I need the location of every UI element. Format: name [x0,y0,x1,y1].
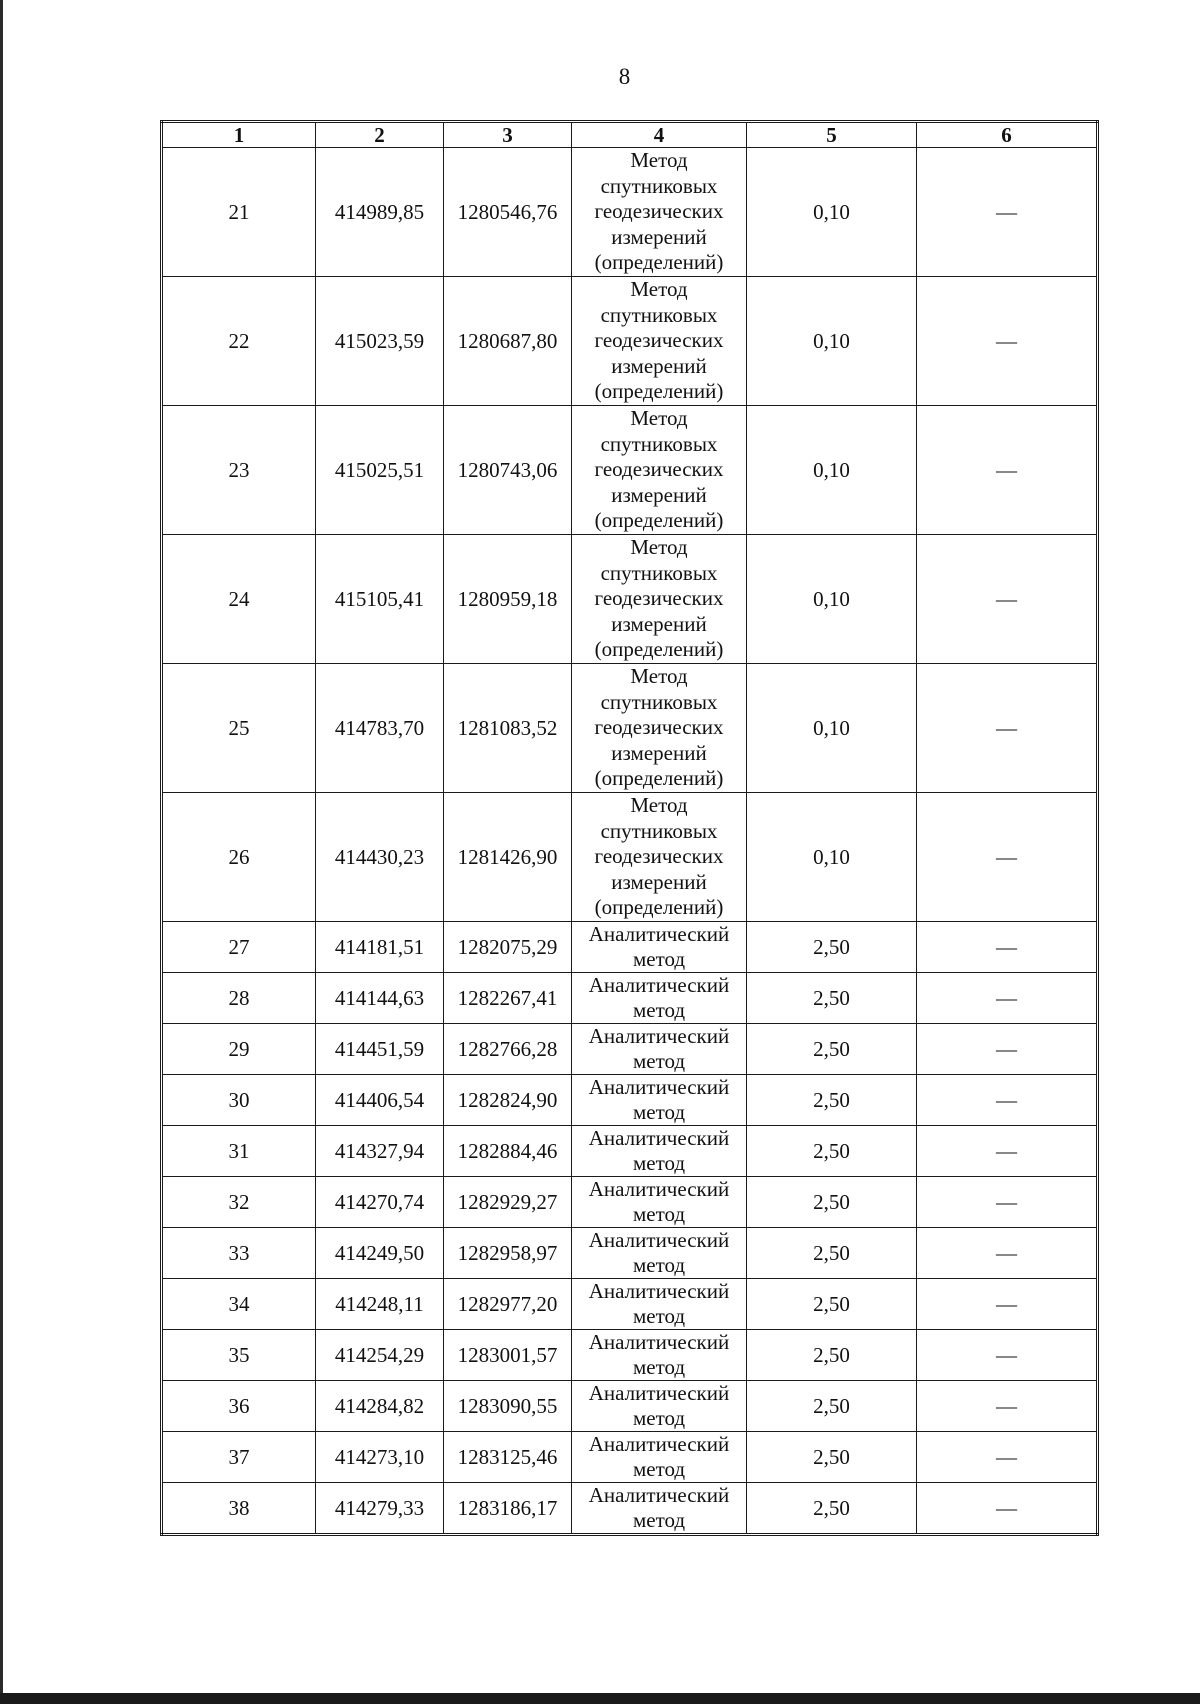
method-cell: Аналитический метод [572,1330,747,1381]
scan-edge-bottom [0,1693,1200,1704]
point-number: 31 [162,1126,316,1177]
table-body [162,148,1098,1535]
method-cell: Аналитический метод [572,922,747,973]
accuracy-cell: 2,50 [747,1024,917,1075]
coord-x: 415105,41 [316,535,444,664]
coord-x: 414989,85 [316,148,444,277]
note-cell: — [917,406,1098,535]
coord-x: 414144,63 [316,973,444,1024]
point-number: 21 [162,148,316,277]
note-cell: — [917,1330,1098,1381]
point-number: 34 [162,1279,316,1330]
coord-x: 414254,29 [316,1330,444,1381]
header-col-1: 1 [162,122,316,148]
coord-y: 1281083,52 [444,664,572,793]
coord-y: 1283001,57 [444,1330,572,1381]
note-cell: — [917,1279,1098,1330]
note-cell: — [917,973,1098,1024]
coord-x: 414327,94 [316,1126,444,1177]
coord-x: 414279,33 [316,1483,444,1535]
point-number: 25 [162,664,316,793]
accuracy-cell: 0,10 [747,277,917,406]
table-row [162,1432,1098,1483]
coord-x: 414270,74 [316,1177,444,1228]
method-cell: Аналитический метод [572,1024,747,1075]
coordinates-table [160,120,1099,1536]
accuracy-cell: 2,50 [747,1483,917,1535]
coord-y: 1280546,76 [444,148,572,277]
table-row [162,973,1098,1024]
table-row [162,1126,1098,1177]
coord-y: 1283186,17 [444,1483,572,1535]
table-row [162,1330,1098,1381]
note-cell: — [917,1381,1098,1432]
method-cell: Аналитический метод [572,1075,747,1126]
table-header [162,122,1098,148]
method-cell: Метод спутниковых геодезических измерений (определений) [572,148,747,277]
coord-y: 1282766,28 [444,1024,572,1075]
table-row [162,1024,1098,1075]
coord-x: 414181,51 [316,922,444,973]
accuracy-cell: 2,50 [747,1381,917,1432]
coord-y: 1282075,29 [444,922,572,973]
table-row [162,1279,1098,1330]
coord-y: 1283125,46 [444,1432,572,1483]
method-cell: Метод спутниковых геодезических измерений (определений) [572,664,747,793]
accuracy-cell: 0,10 [747,148,917,277]
note-cell: — [917,664,1098,793]
method-cell: Аналитический метод [572,1381,747,1432]
point-number: 28 [162,973,316,1024]
accuracy-cell: 0,10 [747,793,917,922]
coord-y: 1282958,97 [444,1228,572,1279]
accuracy-cell: 2,50 [747,922,917,973]
point-number: 38 [162,1483,316,1535]
table-row [162,1483,1098,1535]
accuracy-cell: 2,50 [747,1177,917,1228]
header-col-5: 5 [747,122,917,148]
accuracy-cell: 2,50 [747,1126,917,1177]
note-cell: — [917,1483,1098,1535]
coord-x: 414248,11 [316,1279,444,1330]
coord-y: 1280959,18 [444,535,572,664]
method-cell: Аналитический метод [572,1126,747,1177]
table-row [162,793,1098,922]
table-row [162,535,1098,664]
note-cell: — [917,922,1098,973]
coord-x: 415023,59 [316,277,444,406]
table-row [162,1075,1098,1126]
method-cell: Аналитический метод [572,1279,747,1330]
point-number: 35 [162,1330,316,1381]
note-cell: — [917,793,1098,922]
header-row [162,122,1098,148]
header-col-4: 4 [572,122,747,148]
method-cell: Аналитический метод [572,973,747,1024]
note-cell: — [917,1075,1098,1126]
point-number: 32 [162,1177,316,1228]
accuracy-cell: 0,10 [747,664,917,793]
method-cell: Метод спутниковых геодезических измерений (определений) [572,535,747,664]
table-row [162,277,1098,406]
accuracy-cell: 2,50 [747,973,917,1024]
coord-y: 1282977,20 [444,1279,572,1330]
header-col-3: 3 [444,122,572,148]
point-number: 23 [162,406,316,535]
point-number: 22 [162,277,316,406]
coord-x: 415025,51 [316,406,444,535]
coord-x: 414284,82 [316,1381,444,1432]
coord-x: 414406,54 [316,1075,444,1126]
table-row [162,1381,1098,1432]
method-cell: Аналитический метод [572,1432,747,1483]
note-cell: — [917,1177,1098,1228]
scan-edge-left [0,0,3,1704]
accuracy-cell: 2,50 [747,1330,917,1381]
method-cell: Метод спутниковых геодезических измерений (определений) [572,406,747,535]
header-col-6: 6 [917,122,1098,148]
method-cell: Аналитический метод [572,1228,747,1279]
coord-x: 414430,23 [316,793,444,922]
note-cell: — [917,1432,1098,1483]
table-row [162,1228,1098,1279]
accuracy-cell: 2,50 [747,1228,917,1279]
coord-y: 1283090,55 [444,1381,572,1432]
coord-y: 1282824,90 [444,1075,572,1126]
table-row [162,922,1098,973]
coord-x: 414783,70 [316,664,444,793]
note-cell: — [917,1228,1098,1279]
point-number: 27 [162,922,316,973]
accuracy-cell: 2,50 [747,1279,917,1330]
coord-y: 1282929,27 [444,1177,572,1228]
method-cell: Метод спутниковых геодезических измерений (определений) [572,277,747,406]
point-number: 26 [162,793,316,922]
table-row [162,1177,1098,1228]
coord-x: 414273,10 [316,1432,444,1483]
point-number: 29 [162,1024,316,1075]
coord-y: 1281426,90 [444,793,572,922]
method-cell: Метод спутниковых геодезических измерений (определений) [572,793,747,922]
coord-y: 1280687,80 [444,277,572,406]
point-number: 37 [162,1432,316,1483]
table-row [162,148,1098,277]
table-row [162,664,1098,793]
coord-x: 414451,59 [316,1024,444,1075]
accuracy-cell: 2,50 [747,1075,917,1126]
point-number: 33 [162,1228,316,1279]
header-col-2: 2 [316,122,444,148]
accuracy-cell: 0,10 [747,406,917,535]
note-cell: — [917,1126,1098,1177]
page-number: 8 [618,64,631,89]
coord-y: 1282884,46 [444,1126,572,1177]
method-cell: Аналитический метод [572,1177,747,1228]
point-number: 36 [162,1381,316,1432]
point-number: 30 [162,1075,316,1126]
note-cell: — [917,1024,1098,1075]
coord-x: 414249,50 [316,1228,444,1279]
point-number: 24 [162,535,316,664]
method-cell: Аналитический метод [572,1483,747,1535]
accuracy-cell: 2,50 [747,1432,917,1483]
accuracy-cell: 0,10 [747,535,917,664]
note-cell: — [917,535,1098,664]
note-cell: — [917,277,1098,406]
coord-y: 1282267,41 [444,973,572,1024]
table-row [162,406,1098,535]
coord-y: 1280743,06 [444,406,572,535]
note-cell: — [917,148,1098,277]
